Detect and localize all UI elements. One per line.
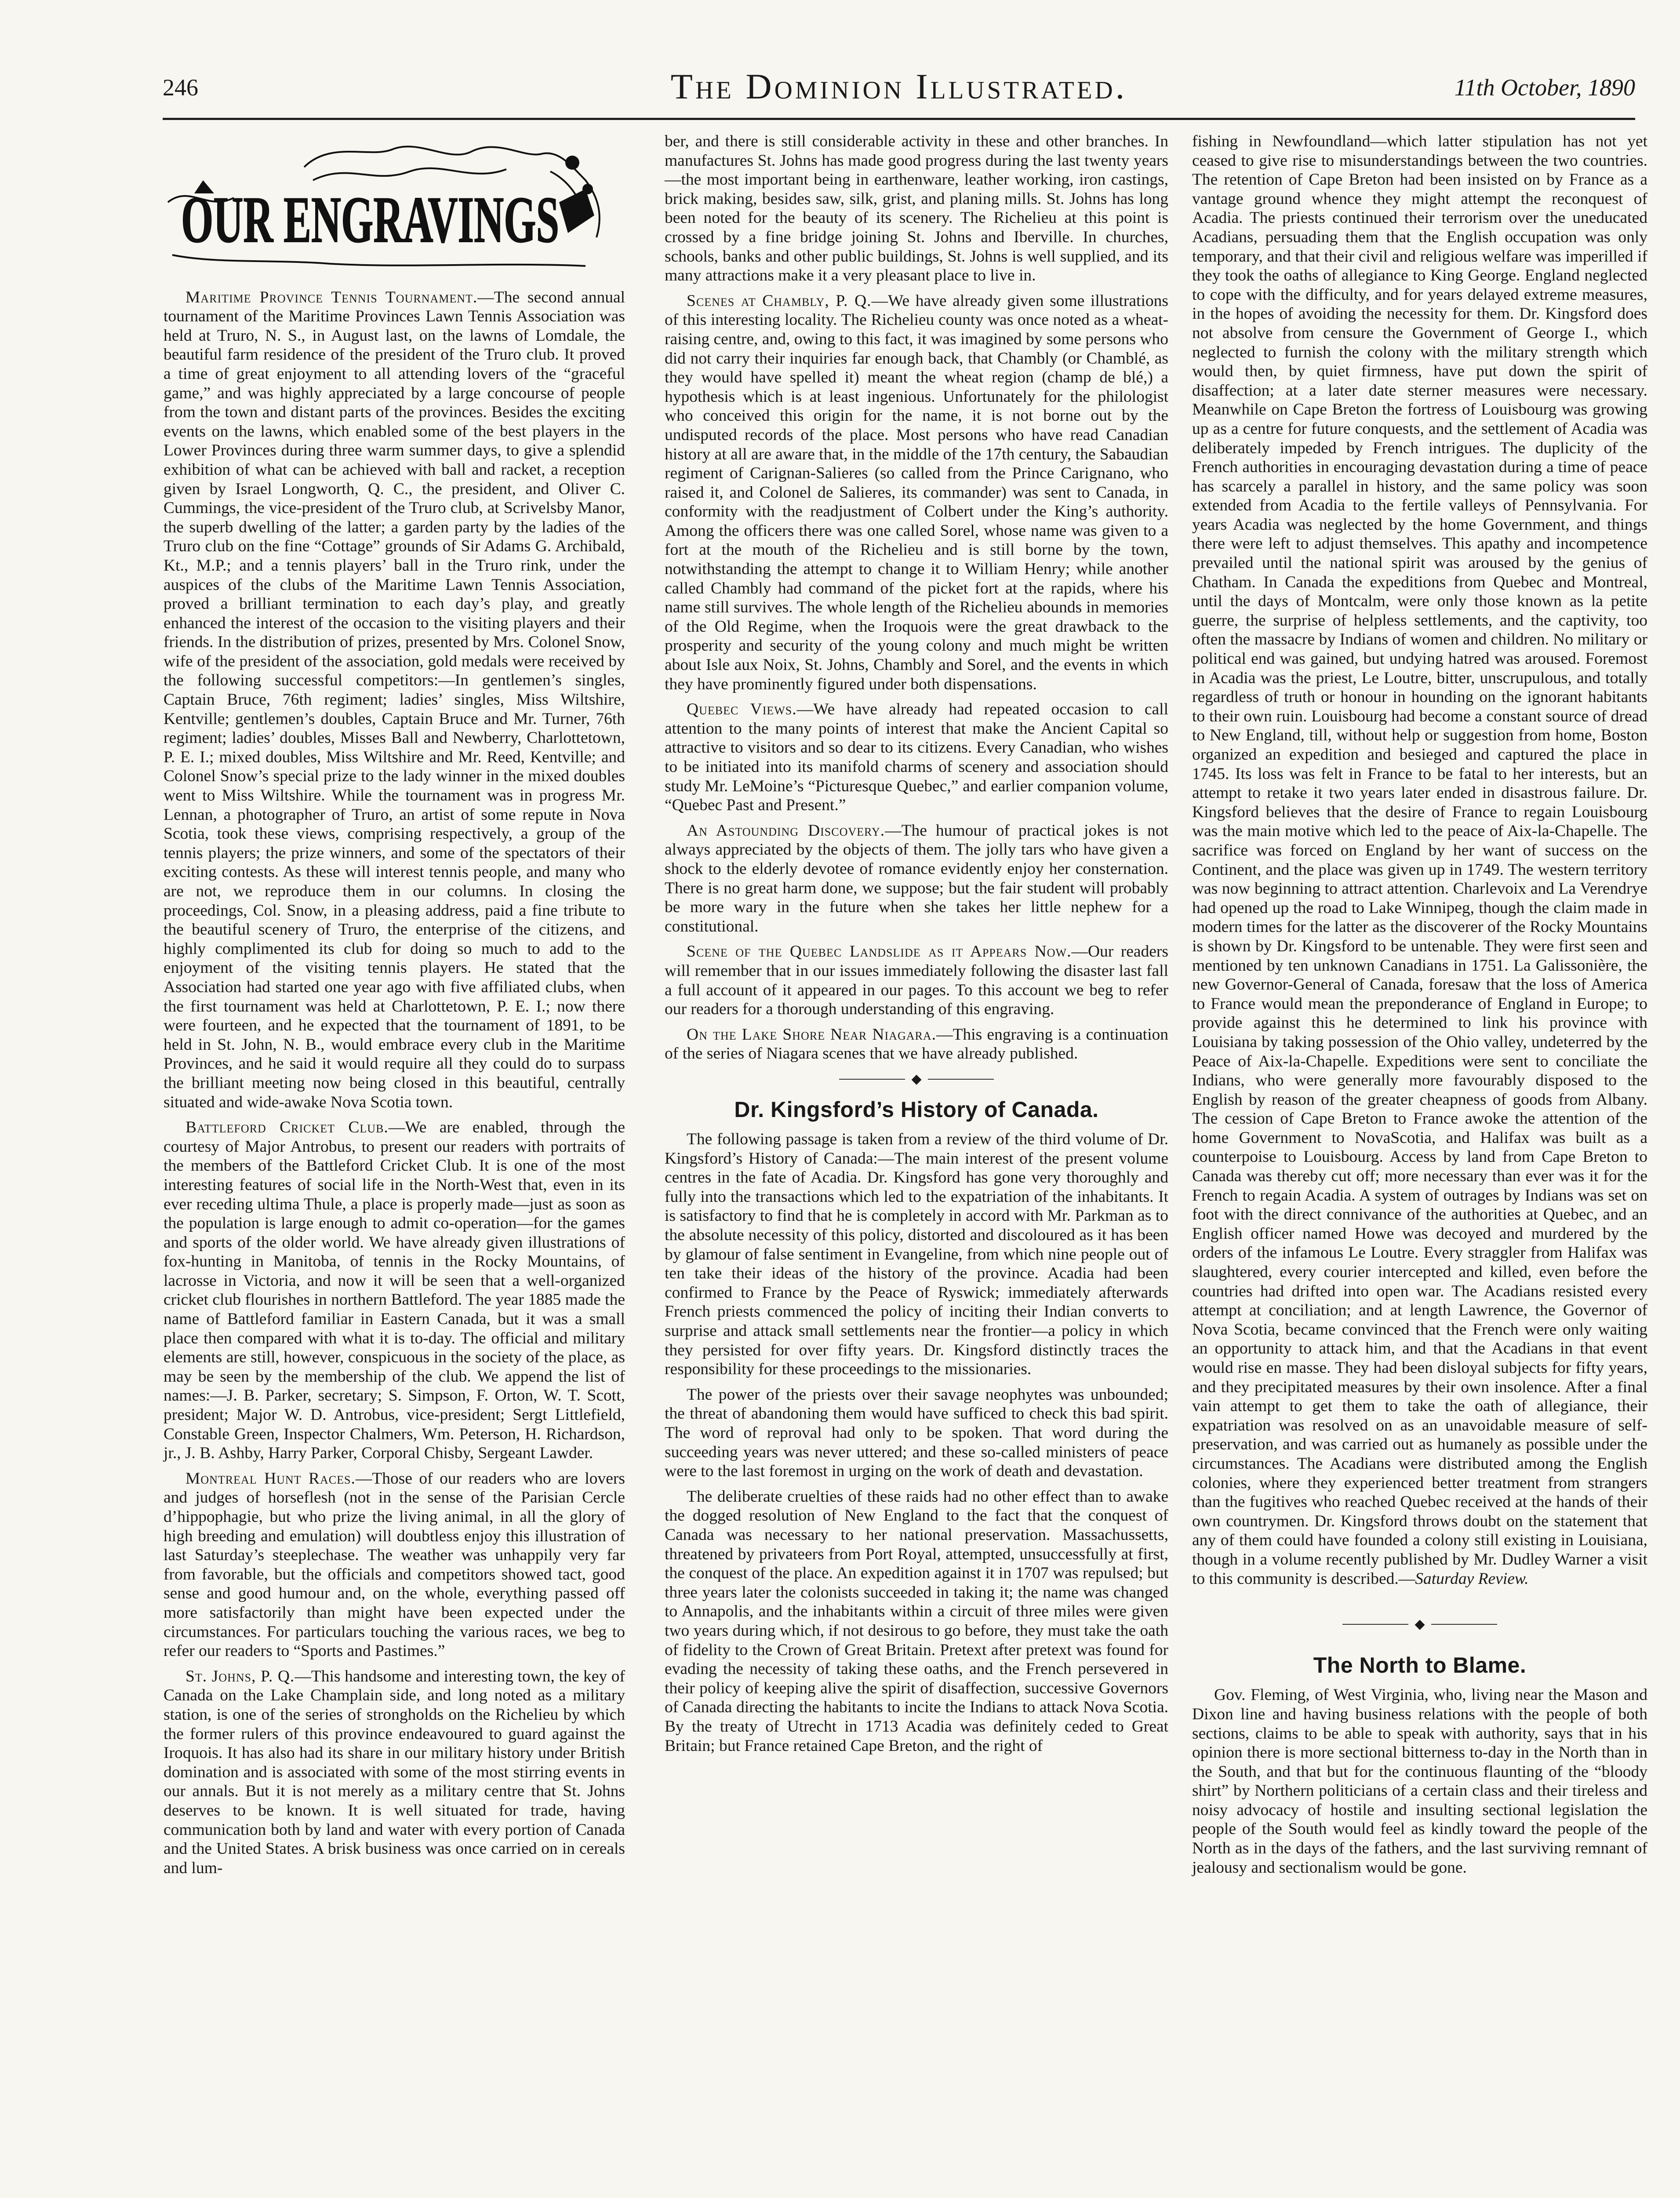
text-st-johns: —This handsome and interesting town, the key of Canada on the Lake Champlain side, and long noted as a military station, is one of the series of strongholds on the Richelieu by which the former rulers of this province endeavoured to guard against the Iroquois. It has also had its share in our military history under British domination and is associated with some of the most stirring events in our annals. But it is not merely as a military centre that St. Johns deserves to be known. It is well situated for trade, having communication both by land and water with every portion of Canada and the United States. A brisk business was once carried on in cereals and lum-	[164, 1667, 625, 1877]
heading-hunt-races: Montreal Hunt Races.	[185, 1469, 356, 1488]
paragraph-hunt-races	[164, 1469, 625, 1661]
article-title-north: The North to Blame.	[1313, 1652, 1527, 1678]
our-engravings-ornament	[164, 132, 612, 277]
text-landslide: —Our readers will remember that in our issues immediately following the disaster last fall a full account of it appeared in our pages. To this account we beg to refer our readers for a thorough understanding of this engraving.	[665, 943, 1168, 1019]
heading-st-johns: St. Johns, P. Q.	[185, 1667, 295, 1685]
heading-cricket: Battleford Cricket Club.	[185, 1118, 389, 1137]
text-cricket: —We are enabled, through the courtesy of Major Antrobus, to present our readers with portraits of the members of the Battleford Cricket Club. It is one of the most interesting features of social life in the North-West that, even in its ever receding ultima Thule, a place is properly made—just as soon as the population is large enough to admit co-operation—for the games and sports of the older world. We have already given illustrations of fox-hunting in Manitoba, of tennis in the Rocky Mountains, of lacrosse in Victoria, and now it will be seen that a well-organized cricket club flourishes in northern Battleford. The year 1885 made the name of Battleford familiar in Eastern Canada, but it was a small place then compared with what it is to-day. The official and military elements are still, however, conspicuous in the society of the place, as may be seen by the membership of the club. We append the list of names:—J. B. Parker, secretary; S. Simpson, F. Orton, W. T. Scott, president; Major W. D. Antrobus, vice-president; Sergt Littlefield, Constable Green, Inspector Chalmers, Wm. Peterson, H. Richardson, jr., J. B. Ashby, Harry Parker, Corporal Chisby, Sergeant Lawder.	[164, 1118, 625, 1463]
text-north: Gov. Fleming, of West Virginia, who, living near the Mason and Dixon line and having business relations with the people of both sections, claims to be able to speak with authority, says that in his opinion there is more sectional bitterness to-day in the North than in the South, and that but for the continuous flaunting of the “bloody shirt” by Northern politicians of a certain class and their tireless and noisy advocacy of hostile and insulting sectional legislation the people of the South would feel as kindly toward the people of the North as in the days of the fathers, and the last surviving remnant of jealousy and sectionalism would be gone.	[1192, 1686, 1647, 1877]
paragraph-landslide	[665, 942, 1168, 1019]
text-st-johns-cont: ber, and there is still considerable activity in these and other branches. In manufactures St. Johns has made good progress during the last twenty years—the most important being in earthenware, leather working, iron castings, brick making, besides saw, silk, grist, and planing mills. St. Johns has long been noted for the beauty of its scenery. The Richelieu at this point is crossed by a fine bridge joining St. Johns and Iberville. In churches, schools, banks and other public buildings, St. Johns is well supplied, and its many attractions make it a very pleasant place to live in.	[665, 132, 1168, 285]
heading-niagara: On the Lake Shore Near Niagara.	[687, 1025, 936, 1044]
heading-discovery: An Astounding Discovery.	[687, 821, 885, 840]
paragraph-st-johns	[164, 1667, 625, 1878]
issue-date: 11th October, 1890	[1454, 74, 1635, 101]
paragraph-niagara	[665, 1025, 1168, 1063]
text-quebec-views: —We have already had repeated occasion to call attention to the many points of interest that make the Ancient Capital so attractive to visitors and so dear to its citizens. Every Canadian, who wishes to be initiated into its manifold charms of scenery and association should study Mr. LeMoine’s “Picturesque Quebec,” and earlier companion volume, “Quebec Past and Present.”	[665, 700, 1169, 815]
text-niagara: —This engraving is a continuation of the series of Niagara scenes that we have already published.	[665, 1025, 1169, 1063]
article-title-kingsford: Dr. Kingsford’s History of Canada.	[734, 1097, 1099, 1122]
paragraph-north	[1192, 1685, 1647, 1877]
paragraph-kingsford-3	[665, 1487, 1168, 1755]
text-hunt-races: —Those of our readers who are lovers and judges of horseflesh (not in the sense of the Parisian Cercle d’hippophagie, but who prize the living animal, in all the glory of high breeding and emulation) will doubtless enjoy this illustration of last Saturday’s steeplechase. The weather was unhappily very far from favorable, but the officials and competitors showed tact, good sense and good humour and, on the whole, everything passed off more satisfactorily than might have been expected under the circumstances. For particulars touching the various races, we beg to refer our readers to “Sports and Pastimes.”	[164, 1469, 625, 1660]
section-divider-2	[1192, 1615, 1647, 1634]
heading-chambly: Scenes at Chambly, P. Q.	[687, 291, 872, 310]
paragraph-st-johns-cont	[665, 132, 1168, 285]
divider2-line-right	[1431, 1624, 1497, 1625]
divider2-line-left	[1342, 1624, 1408, 1625]
divider2-ornament: ◆	[1415, 1617, 1425, 1632]
heading-tennis: Maritime Province Tennis Tournament.	[185, 288, 478, 306]
page-number: 246	[163, 74, 198, 101]
text-discovery: —The humour of practical jokes is not always appreciated by the objects of them. The jolly tars who have given a shock to the elderly devotee of romance evidently enjoy her consternation. There is no great harm done, we suppose; but the fair student will probably be more wary in the future when she takes her little nephew for a constitutional.	[665, 821, 1168, 935]
divider-line-right	[928, 1079, 994, 1080]
source-credit: Saturday Review.	[1415, 1569, 1529, 1588]
column-1	[164, 132, 625, 1884]
paragraph-kingsford-2	[665, 1385, 1168, 1481]
divider-line-left	[839, 1079, 905, 1080]
our-engravings-title: OUR ENGRAVINGS	[181, 183, 559, 256]
header-rule	[163, 118, 1635, 120]
text-kingsford-3: The deliberate cruelties of these raids had no other effect than to awake the dogged resolution of New England to the fact that the conquest of Canada was necessary to her national preservation. Massachussetts, threatened by privateers from Port Royal, attempted, unsuccessfully at first, the conquest of the place. An expedition against it in 1707 was repulsed; but three years later the colonists succeeded in taking it; the name was changed to Annapolis, and the inhabitants within a circuit of three miles were given two years during which, if not desirous to go before, they must take the oath of fidelity to the Crown of Great Britain. Pretext after pretext was found for evading the necessity of taking these oaths, and the French persevered in their policy of keeping alive the spirit of disaffection, successive Governors of Canada directing the habitants to incite the Indians to attack Nova Scotia. By the treaty of Utrecht in 1713 Acadia was definitely ceded to Great Britain; but France retained Cape Breton, and the right of	[665, 1487, 1168, 1755]
heading-quebec-views: Quebec Views.	[687, 700, 797, 719]
paragraph-kingsford-1	[665, 1130, 1168, 1379]
text-chambly: —We have already given some illustrations of this interesting locality. The Richelieu county was once noted as a wheat-raising centre, and, owing to this fact, it was imagined by some persons who did not carry their inquiries far enough back, that Chambly (or Chamblé, as they would have spelled it) meant the wheat region (champ de blé,) a hypothesis which is at least ingenious. Unfortunately for the philologist who conceived this origin for the name, it is not borne out by the undisputed records of the place. Most persons who have read Canadian history at all are aware that, in the middle of the 17th century, the Sabaudian regiment of Carignan-Salieres (so called from the Prince Carignano, who raised it, and Colonel de Salieres, its commander) was sent to Canada, in conformity with the readjustment of Colbert under the King’s authority. Among the officers there was one called Sorel, whose name was given to a fort at the mouth of the Richelieu and is still borne by the town, notwithstanding the attempt to change it to William Henry; while another called Chambly had command of the picket fort at the rapids, where his name still survives. The whole length of the Richelieu abounds in memories of the Old Regime, when the Iroquois were the great drawback to the prosperity and security of the young colony and much might be written about Isle aux Noix, St. Johns, Chambly and Sorel, and the events in which they have prominently figured under both dispensations.	[665, 291, 1168, 693]
paragraph-kingsford-4	[1192, 132, 1647, 1588]
text-kingsford-2: The power of the priests over their savage neophytes was unbounded; the threat of abandoning them would have sufficed to check this bad spirit. The word of reproval had only to be spoken. That word during the succeeding years was never uttered; and these so-called ministers of peace were to the last foremost in urging on the work of death and devastation.	[665, 1385, 1168, 1481]
divider-ornament: ◆	[911, 1071, 922, 1086]
column-2	[665, 132, 1168, 1761]
paragraph-quebec-views	[665, 700, 1168, 815]
text-kingsford-1: The following passage is taken from a review of the third volume of Dr. Kingsford’s History of Canada:—The main interest of the present volume centres in the fate of Acadia. Dr. Kingsford has gone very thoroughly and fully into the transactions which led to the expatriation of the inhabitants. It is satisfactory to find that he is completely in accord with Mr. Parkman as to the absolute necessity of this policy, distorted and discoloured as it has been by glamour of false sentiment in Evangeline, from which nine people out of ten take their ideas of the history of the province. Acadia had been confirmed to France by the Peace of Ryswick; immediately afterwards French priests commenced the policy of inciting their Indian converts to surprise and attack small settlements near the frontier—a policy in which they persisted for over fifty years. Dr. Kingsford distinctly traces the responsibility for these proceedings to the missionaries.	[665, 1130, 1168, 1379]
column-3	[1192, 132, 1647, 1883]
page-header	[163, 66, 1635, 114]
text-kingsford-4: fishing in Newfoundland—which latter stipulation has not yet ceased to give rise to misunderstandings between the two countries. The retention of Cape Breton had been insisted on by France as a vantage ground whence they might attempt the reconquest of Acadia. The priests continued their terrorism over the uneducated Acadians, persuading them that the English occupation was only temporary, and that their civil and religious welfare was imperilled if they took the oaths of allegiance to King George. England neglected to cope with the difficulty, and for years delayed extreme measures, in the hopes of avoiding the necessity for them. Dr. Kingsford does not absolve from censure the Government of George I., which neglected to furnish the colony with the military strength which would then, by quiet firmness, have put down the spirit of disaffection; at a later date sterner measures were necessary. Meanwhile on Cape Breton the fortress of Louisbourg was growing up as a centre for future conquests, and the settlement of Acadia was deliberately impeded by French intrigues. The duplicity of the French authorities in encouraging devastation during a time of peace has scarcely a parallel in history, and the same policy was soon extended from Acadia to the fertile valleys of Pennsylvania. For years Acadia was neglected by the home Government, and things there were left to adjust themselves. This apathy and incompetence prevailed until the national spirit was aroused by the genius of Chatham. In Canada the expeditions from Quebec and Montreal, until the days of Montcalm, were only those known as la petite guerre, the surprise of helpless settlements, and the captivity, too often the massacre by Indians of women and children. No military or political end was gained, but undying hatred was aroused. Foremost in Acadia was the priest, Le Loutre, bitter, unscrupulous, and totally regardless of truth or honour in hounding on the ignorant habitants to their own ruin. Louisbourg had become a constant source of dread to New England, till, without help or suggestion from home, Boston organized an expedition and besieged and captured the place in 1745. Its loss was felt in France to be fatal to her interests, but an attempt to retake it two years later ended in disastrous failure. Dr. Kingsford believes that the desire of France to regain Louisbourg was the main motive which led to the peace of Aix-la-Chapelle. The sacrifice was forced on England by her want of success on the Continent, and the place was given up in 1749. The western territory was now beginning to attract attention. Charlevoix and La Verendrye had opened up the road to Lake Winnipeg, though the claim made in modern times for the latter as the discoverer of the Rocky Mountains is shown by Dr. Kingsford to be untenable. They were first seen and mentioned by ten unknown Canadians in 1751. La Galissonière, the new Governor-General of Canada, foresaw that the loss of America to France would mean the preponderance of England in Europe; to provide against this he determined to link his province with Louisiana by taking possession of the Ohio valley, undeterred by the Peace of Aix-la-Chapelle. Expeditions were sent to conciliate the Indians, who were generally more favourably disposed to the English by reason of the greater cheapness of goods from Albany. The cession of Cape Breton to France awoke the attention of the home Government to NovaScotia, and Halifax was built as a counterpoise to Louisbourg. Access by land from Cape Breton to Canada was thereby cut off; more necessary than ever was it for the French to regain Acadia. A system of outrages by Indians was set on foot with the direct connivance of the authorities at Quebec, and an English officer named Howe was decoyed and murdered by the orders of the infamous Le Loutre. Every straggler from Halifax was slaughtered, every courier intercepted and killed, even before the countries had drifted into open war. The Acadians resisted every attempt at conciliation; and at length Lawrence, the Governor of Nova Scotia, became convinced that the French were only waiting an opportunity to attack him, and that the Acadians in that event would rise en masse. They had been disloyal subjects for fifty years, and they precipitated measures by their own insolence. After a final vain attempt to get them to take the oath of allegiance, their expatriation was resolved on as an unavoidable measure of self-preservation, and was carried out as humanely as possible under the circumstances. The Acadians were distributed among the English colonies, where they experienced better treatment from strangers than the fugitives who reached Quebec received at the hands of their own countrymen. Dr. Kingsford throws doubt on the statement that any of them could have founded a colony still existing in Louisiana, though in a volume recently published by Mr. Dudley Warner a visit to this community is described.—	[1192, 132, 1647, 1588]
masthead: The Dominion Illustrated.	[670, 66, 1127, 106]
paragraph-discovery	[665, 821, 1168, 936]
text-tennis: —The second annual tournament of the Maritime Provinces Lawn Tennis Association was held at Truro, N. S., in August last, on the lawns of Lomdale, the beautiful farm residence of the president of the Truro club. It proved a time of great enjoyment to all attending lovers of the “graceful game,” and was highly appreciated by a large concourse of people from the town and distant parts of the provinces. Besides the exciting events on the lawns, which enabled some of the best players in the Lower Provinces during three warm summer days, to give a splendid exhibition of what can be achieved with ball and racket, a reception given by Israel Longworth, Q. C., the president, and Oliver C. Cummings, the vice-president of the Truro club, at Scrivelsby Manor, the superb dwelling of the latter; a garden party by the ladies of the Truro club on the fine “Cottage” grounds of Sir Adams G. Archibald, Kt., M.P.; and a tennis players’ ball in the Truro rink, under the auspices of the clubs of the Maritime Lawn Tennis Association, proved a brilliant termination to each day’s play, and greatly enhanced the interest of the occasion to the visiting players and their friends. In the distribution of prizes, presented by Mrs. Colonel Snow, wife of the president of the association, gold medals were received by the following successful competitors:—In gentlemen’s singles, Captain Bruce, 76th regiment; ladies’ singles, Miss Wiltshire, Kentville; gentlemen’s doubles, Captain Bruce and Mr. Turner, 76th regiment; ladies’ doubles, Misses Ball and Newberry, Charlottetown, P. E. I.; mixed doubles, Miss Wiltshire and Mr. Reed, Kentville; and Colonel Snow’s special prize to the lady winner in the mixed doubles went to Miss Wiltshire. While the tournament was in progress Mr. Lennan, a photographer of Truro, an artist of some repute in Nova Scotia, took these views, comprising respectively, a group of the tennis players; the prize winners, and some of the spectators of their exciting contests. As these will interest tennis people, and many who are not, we reproduce them in our columns. In closing the proceedings, Col. Snow, in a pleasing address, paid a fine tribute to the beautiful scenery of Truro, the enterprise of the citizens, and highly complimented its club for doing so much to add to the enjoyment of the visiting tennis players. He stated that the Association had started one year ago with five affiliated clubs, when the first tournament was held at Charlottetown, P. E. I.; now there were fourteen, and he expected that the tournament of 1891, to be held in St. John, N. B., would embrace every club in the Maritime Provinces, and he said it would require all they could do to surpass the brilliant meeting now being closed in this beautiful, centrally situated and wide-awake Nova Scotia town.	[164, 288, 625, 1111]
paragraph-tennis	[164, 288, 625, 1112]
paragraph-chambly	[665, 291, 1168, 694]
heading-landslide: Scene of the Quebec Landslide as it Appears Now.	[687, 943, 1072, 961]
section-divider	[665, 1070, 1168, 1089]
paragraph-cricket	[164, 1118, 625, 1463]
